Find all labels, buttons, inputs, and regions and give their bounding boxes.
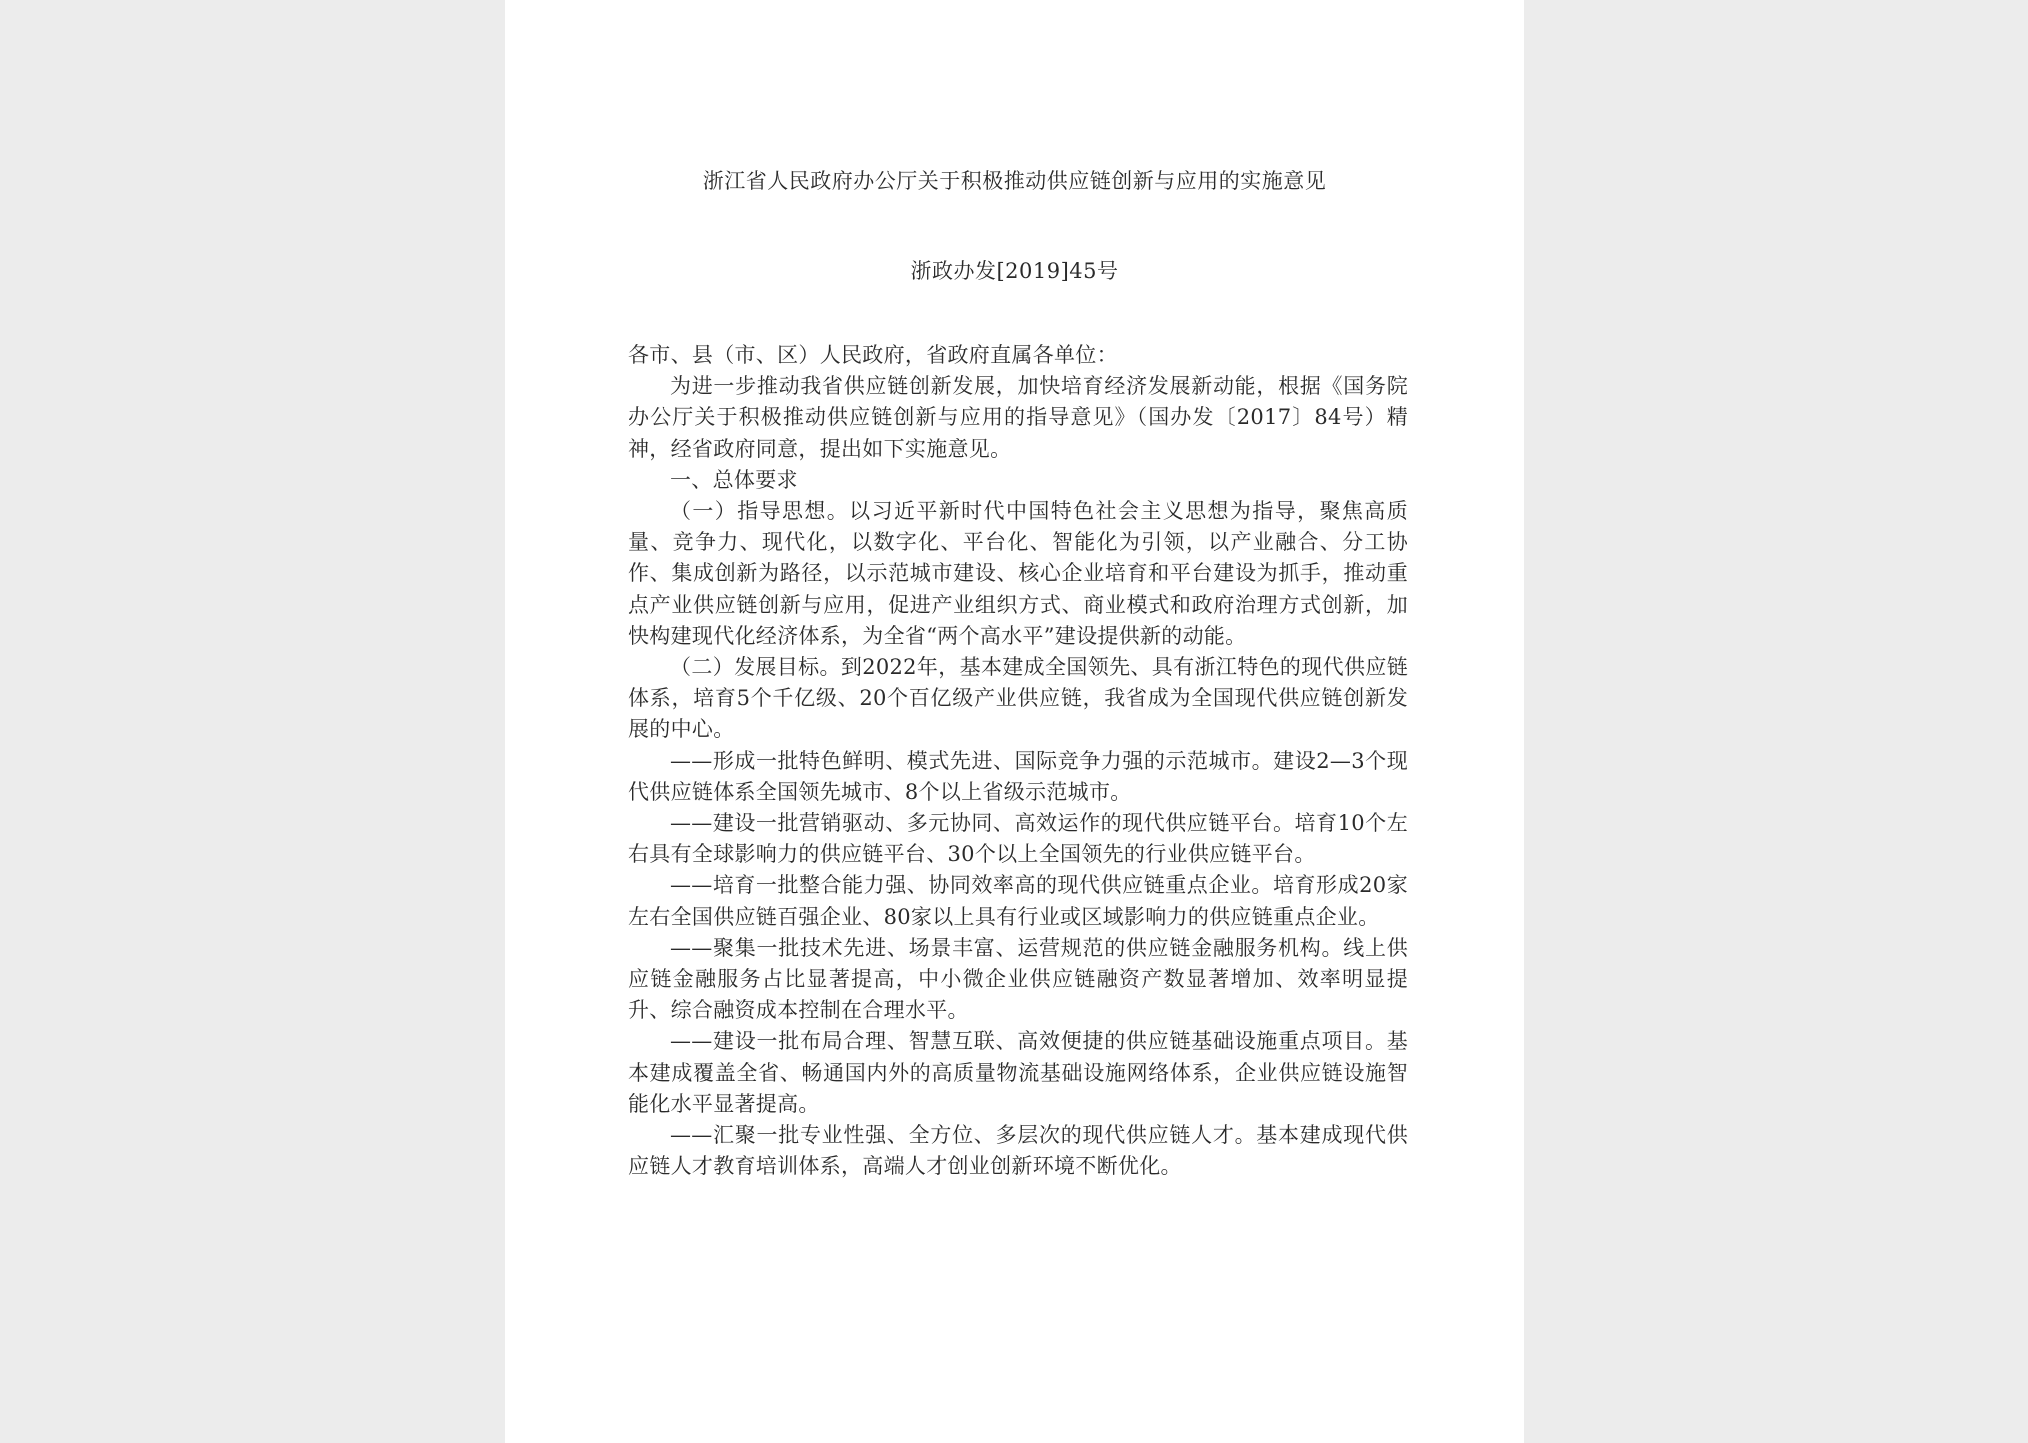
paragraph-development-goals: （二）发展目标。到2022年，基本建成全国领先、具有浙江特色的现代供应链体系，培育5个千亿级、20个百亿级产业供应链，我省成为全国现代供应链创新发展的中心。 (628, 655, 1408, 742)
paragraph-goal-platforms: ——建设一批营销驱动、多元协同、高效运作的现代供应链平台。培育10个左右具有全球影响力的供应链平台、30个以上全国领先的行业供应链平台。 (628, 811, 1408, 867)
section-heading-overall-requirements: 一、总体要求 (670, 467, 798, 492)
document-number: 浙政办发[2019]45号 (910, 259, 1119, 283)
salutation: 各市、县（市、区）人民政府，省政府直属各单位： (628, 343, 1118, 367)
paragraph-guiding-ideology: （一）指导思想。以习近平新时代中国特色社会主义思想为指导，聚焦高质量、竞争力、现代化，以数字化、平台化、智能化为引领，以产业融合、分工协作、集成创新为路径，以示范城市建设、核心企业培育和平台建设为抓手，推动重点产业供应链创新与应用，促进产业组织方式、商业模式和政府治理方式创新，加快构建现代化经济体系，为全省“两个高水平”建设提供新的动能。 (628, 499, 1408, 648)
document-page (505, 0, 1524, 1443)
paragraph-goal-key-enterprises: ——培育一批整合能力强、协同效率高的现代供应链重点企业。培育形成20家左右全国供应链百强企业、80家以上具有行业或区域影响力的供应链重点企业。 (628, 873, 1408, 929)
paragraph-goal-demo-cities: ——形成一批特色鲜明、模式先进、国际竞争力强的示范城市。建设2—3个现代供应链体系全国领先城市、8个以上省级示范城市。 (628, 748, 1408, 804)
paragraph-goal-finance: ——聚集一批技术先进、场景丰富、运营规范的供应链金融服务机构。线上供应链金融服务占比显著提高，中小微企业供应链融资产数显著增加、效率明显提升、综合融资成本控制在合理水平。 (628, 935, 1408, 1023)
paragraph-goal-talent: ——汇聚一批专业性强、全方位、多层次的现代供应链人才。基本建成现代供应链人才教育培训体系，高端人才创业创新环境不断优化。 (628, 1123, 1408, 1179)
document-body (628, 340, 1408, 1182)
paragraph-intro: 为进一步推动我省供应链创新发展，加快培育经济发展新动能，根据《国务院办公厅关于积极推动供应链创新与应用的指导意见》（国办发〔2017〕84号）精神，经省政府同意，提出如下实施意见。 (628, 374, 1408, 461)
paragraph-goal-infrastructure: ——建设一批布局合理、智慧互联、高效便捷的供应链基础设施重点项目。基本建成覆盖全省、畅通国内外的高质量物流基础设施网络体系，企业供应链设施智能化水平显著提高。 (628, 1029, 1408, 1116)
document-title: 浙江省人民政府办公厅关于积极推动供应链创新与应用的实施意见 (702, 169, 1327, 193)
